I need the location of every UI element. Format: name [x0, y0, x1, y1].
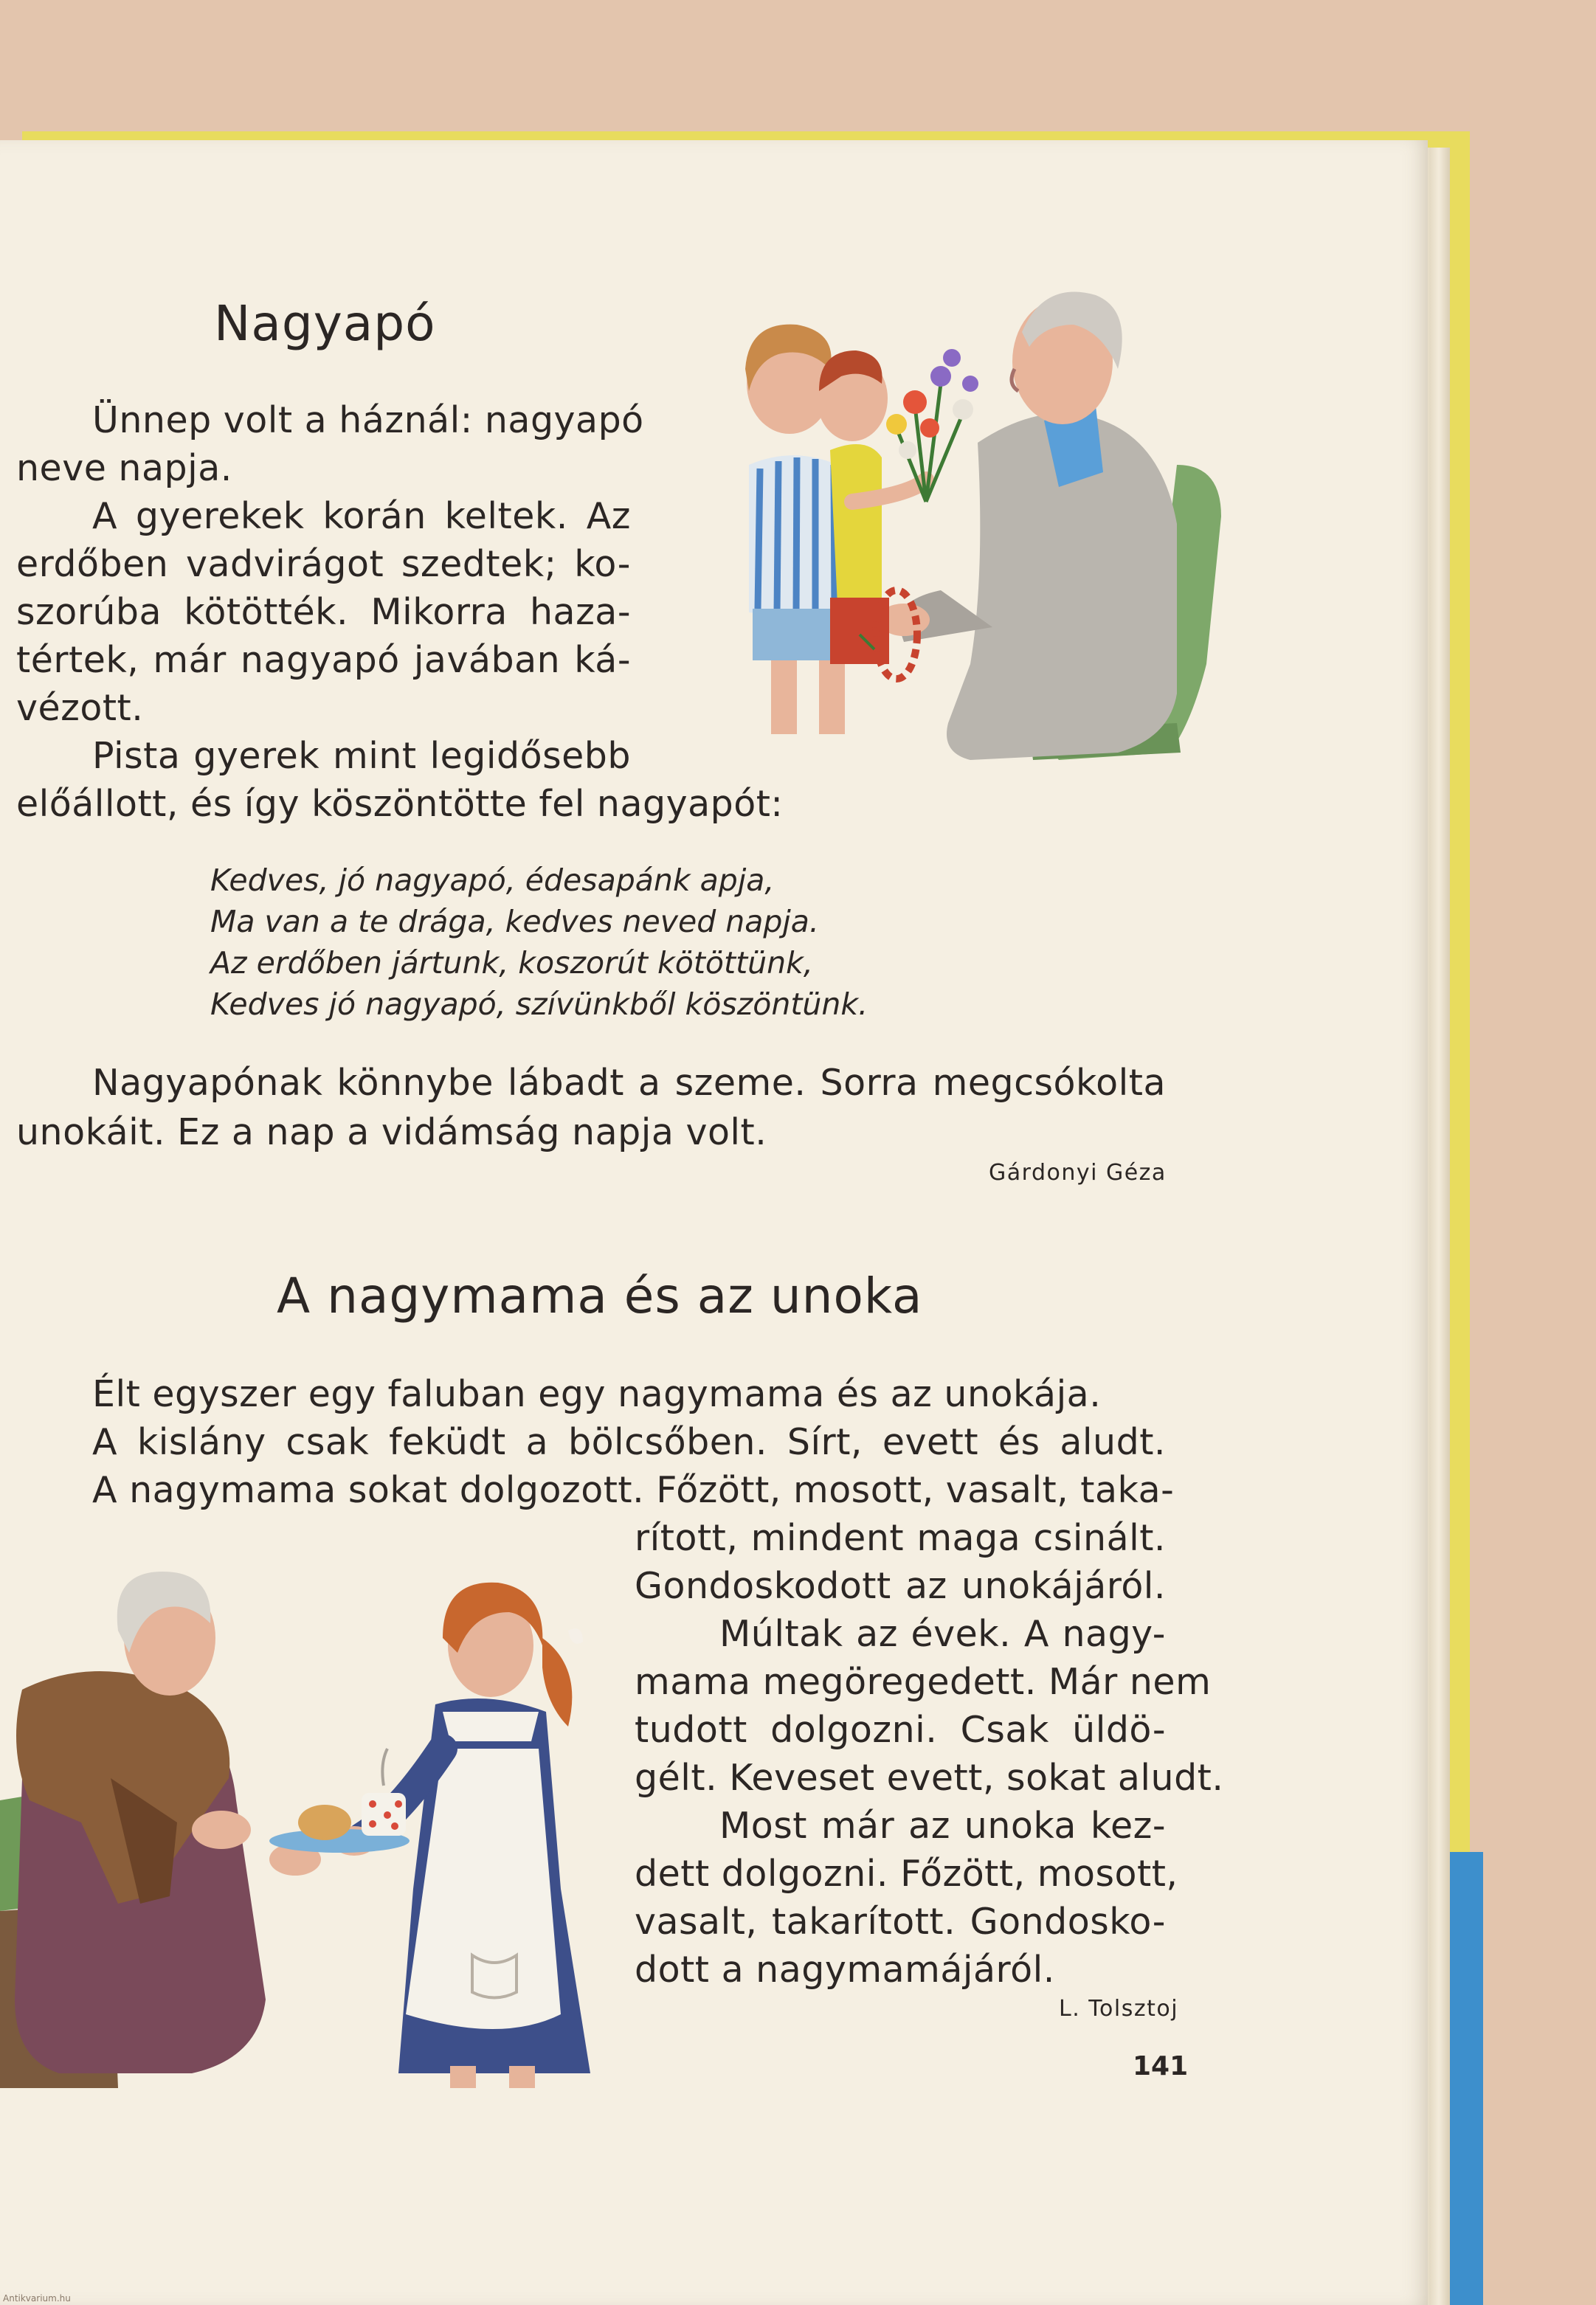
story2-line-13: dott a nagymamájáról. — [635, 1949, 1055, 1991]
story2-line-8: tudott dolgozni. Csak üldö- — [635, 1709, 1166, 1751]
story2-line-2: A kislány csak feküdt a bölcsőben. Sírt, evett és aludt. — [92, 1421, 1166, 1463]
story2-line-6: Múltak az évek. A nagy- — [719, 1613, 1166, 1655]
poem-line-3: Az erdőben jártunk, koszorút kötöttünk, — [210, 945, 813, 981]
story2-line-3: A nagymama sokat dolgozott. Főzött, mosott, vasalt, taka- — [92, 1469, 1175, 1511]
story2-line-9: gélt. Keveset evett, sokat aludt. — [635, 1757, 1224, 1799]
story1-after-line-1: Nagyapónak könnybe lábadt a szeme. Sorra megcsókolta — [92, 1062, 1166, 1104]
story2-line-7: mama megöregedett. Már nem — [635, 1661, 1212, 1703]
story2-line-11: dett dolgozni. Főzött, mosott, — [635, 1853, 1178, 1895]
story1-line-3: A gyerekek korán keltek. Az — [92, 495, 631, 537]
book-cover-blue-stripe — [1446, 1852, 1483, 2305]
story2-line-5: Gondoskodott az unokájáról. — [635, 1565, 1166, 1607]
page-number: 141 — [1133, 2051, 1189, 2081]
story2-line-1: Élt egyszer egy faluban egy nagymama és az unokája. — [92, 1373, 1102, 1415]
story1-line-5: szorúba kötötték. Mikorra haza- — [16, 591, 631, 633]
story1-line-8: Pista gyerek mint legidősebb — [92, 735, 631, 777]
story2-line-10: Most már az unoka kez- — [719, 1805, 1166, 1847]
watermark: Antikvarium.hu — [3, 2293, 71, 2304]
story1-after-line-2: unokáit. Ez a nap a vidámság napja volt. — [16, 1111, 767, 1153]
story2-line-4: rított, mindent maga csinált. — [635, 1517, 1166, 1559]
story2-line-12: vasalt, takarított. Gondosko- — [635, 1901, 1166, 1943]
grandfather-children-illustration — [660, 280, 1251, 797]
story2-title: A nagymama és az unoka — [277, 1268, 923, 1324]
story1-poem — [210, 860, 868, 1025]
story1-line-4: erdőben vadvirágot szedtek; ko- — [16, 543, 631, 585]
poem-line-4: Kedves jó nagyapó, szívünkből köszöntünk. — [210, 986, 868, 1022]
poem-line-1: Kedves, jó nagyapó, édesapánk apja, — [210, 863, 775, 898]
story1-line-2: neve napja. — [16, 447, 232, 489]
story1-line-6: tértek, már nagyapó javában ká- — [16, 639, 631, 681]
story1-author: Gárdonyi Géza — [989, 1160, 1167, 1186]
story1-line-1: Ünnep volt a háznál: nagyapó — [92, 399, 644, 441]
story1-title: Nagyapó — [214, 295, 436, 352]
story2-author: L. Tolsztoj — [1059, 1996, 1179, 2022]
story1-line-9: előállott, és így köszöntötte fel nagyapót: — [16, 783, 784, 825]
poem-line-2: Ma van a te drága, kedves neved napja. — [210, 904, 819, 939]
grandmother-granddaughter-illustration — [0, 1557, 605, 2088]
story1-line-7: vézott. — [16, 687, 144, 729]
